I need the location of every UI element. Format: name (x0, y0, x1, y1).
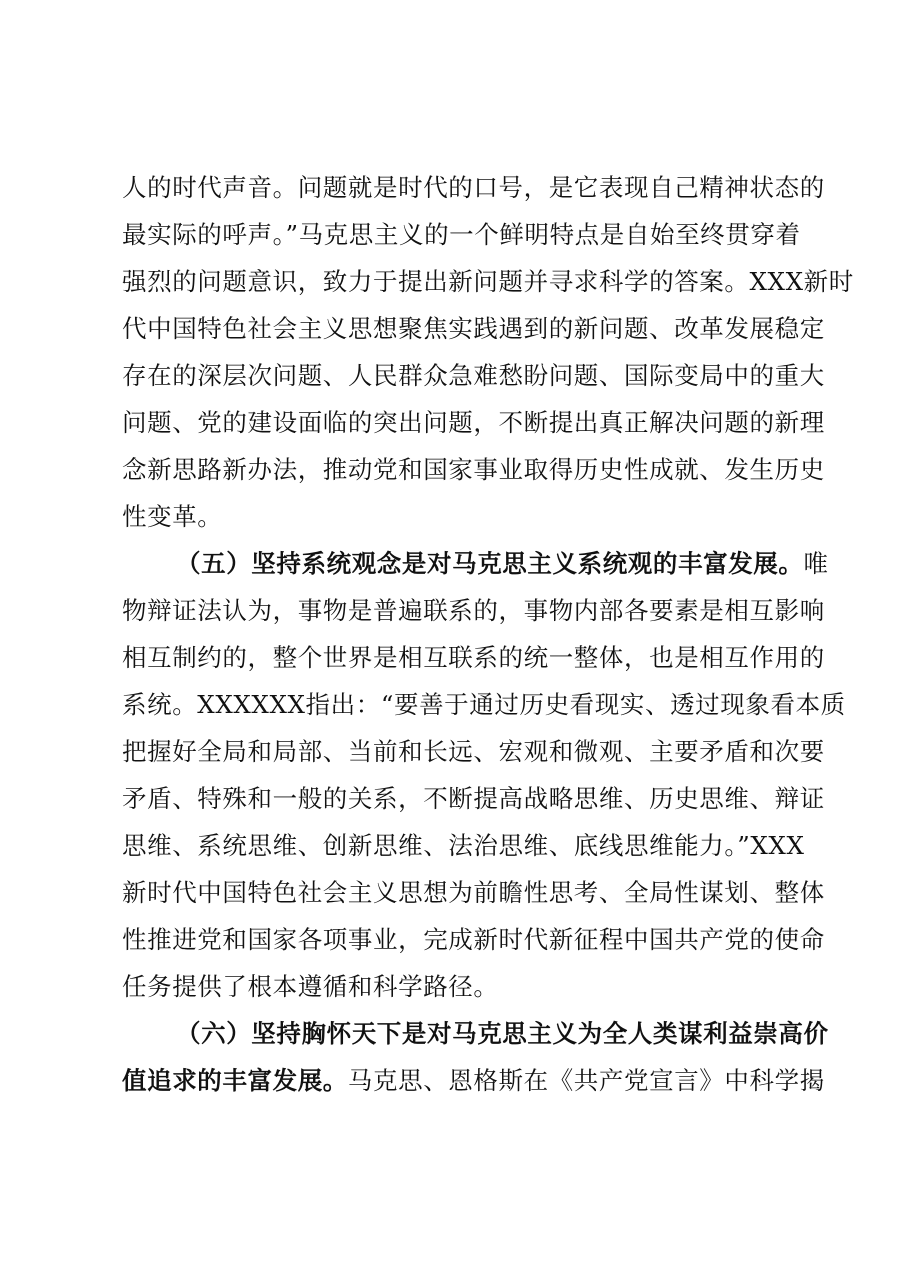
text-line: 存在的深层次问题、人民群众急难愁盼问题、国际变局中的重大 (122, 361, 825, 390)
text-line: 人的时代声音。问题就是时代的口号，是它表现自己精神状态的 (122, 173, 825, 202)
text-line: 代中国特色社会主义思想聚焦实践遇到的新问题、改革发展稳定 (122, 314, 825, 343)
text-line: 最实际的呼声。”马克思主义的一个鲜明特点是自始至终贯穿着 (122, 220, 801, 249)
section-6-body-start: 马克思、恩格斯在《共产党宣言》中科学揭 (347, 1066, 825, 1095)
text-line: 问题、党的建设面临的突出问题，不断提出真正解决问题的新理 (122, 408, 825, 437)
section-6-heading-end: 值追求的丰富发展。 (122, 1066, 348, 1095)
body-text (122, 164, 854, 1104)
section-5-heading: （五）坚持系统观念是对马克思主义系统观的丰富发展。 (176, 549, 804, 578)
text-line: 念新思路新办法，推动党和国家事业取得历史性成就、发生历史 (122, 455, 825, 484)
text-line: 把握好全局和局部、当前和长远、宏观和微观、主要矛盾和次要 (122, 737, 825, 766)
text-line: 性变革。 (122, 502, 223, 531)
section-6-heading: （六）坚持胸怀天下是对马克思主义为全人类谋利益崇高价 (176, 1019, 829, 1048)
text-line: 思维、系统思维、创新思维、法治思维、底线思维能力。”XXX (122, 831, 805, 860)
text-line: 性推进党和国家各项事业，完成新时代新征程中国共产党的使命 (122, 925, 825, 954)
text-line: 强烈的问题意识，致力于提出新问题并寻求科学的答案。XXX新时 (122, 267, 854, 296)
text-line: 物辩证法认为，事物是普遍联系的，事物内部各要素是相互影响 (122, 596, 825, 625)
section-6-heading-line (122, 1010, 829, 1057)
text-line: 系统。XXXXXX指出：“要善于通过历史看现实、透过现象看本质 (122, 690, 846, 719)
text-line: 矛盾、特殊和一般的关系，不断提高战略思维、历史思维、辩证 (122, 784, 825, 813)
section-5-first-line-rest: 唯 (803, 549, 829, 578)
section-5-first-line (122, 540, 829, 587)
text-line: 任务提供了根本遵循和科学路径。 (122, 972, 499, 1001)
section-6-second-line (122, 1057, 825, 1104)
text-line: 相互制约的，整个世界是相互联系的统一整体，也是相互作用的 (122, 643, 825, 672)
text-line: 新时代中国特色社会主义思想为前瞻性思考、全局性谋划、整体 (122, 878, 825, 907)
